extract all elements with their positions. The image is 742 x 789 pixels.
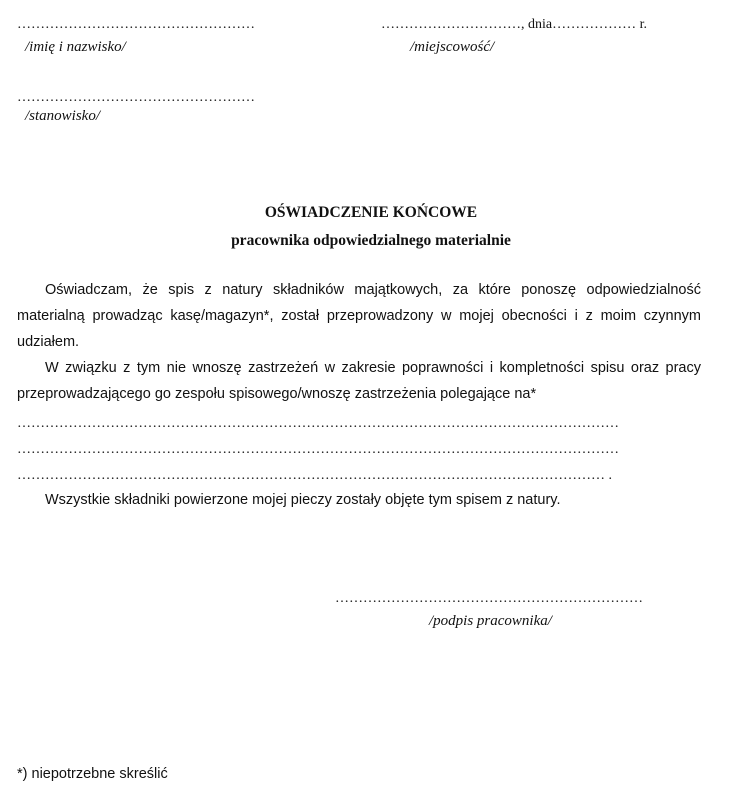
position-caption: /stanowisko/	[25, 108, 101, 124]
statement-text: Oświadczam, że spis z natury składników majątkowych, za które ponoszę odpowiedzialność materialną prowadząc kasę/magazyn*, został przeprowadzony w mojej obecności i z moim czynnym udziałem.	[17, 282, 701, 350]
custody-text: Wszystkie składniki powierzone mojej pieczy zostały objęte tym spisem z natury.	[45, 492, 561, 508]
objections-text: W związku z tym nie wnoszę zastrzeżeń w zakresie poprawności i kompletności spisu oraz pracy przeprowadzającego go zespołu spisowego/wnoszę zastrzeżenia polegające na*	[17, 360, 701, 402]
objections-dotted-line-2: …………………………………………………………………………………………………………………	[17, 442, 619, 457]
place-caption: /miejscowość/	[410, 39, 495, 55]
position-dotted-line: ……………………………………………	[17, 90, 255, 105]
document-title: OŚWIADCZENIE KOŃCOWE	[264, 204, 478, 221]
name-caption: /imię i nazwisko/	[25, 39, 126, 55]
document-subtitle: pracownika odpowiedzialnego materialnie	[231, 232, 511, 249]
signature-dotted-line: …………………………………………………………	[335, 591, 643, 606]
signature-caption: /podpis pracownika/	[429, 613, 552, 629]
name-dotted-line: ……………………………………………	[17, 17, 255, 32]
objections-dotted-line-1: …………………………………………………………………………………………………………………	[17, 416, 619, 431]
footnote: *) niepotrzebne skreślić	[17, 766, 168, 782]
statement-paragraph	[17, 277, 701, 355]
objections-paragraph	[17, 355, 701, 407]
place-date-line: …………………………, dnia……………… r.	[381, 17, 647, 32]
custody-paragraph	[17, 487, 701, 513]
objections-dotted-line-3: ……………………………………………………………………………………………………………… .	[17, 468, 612, 483]
